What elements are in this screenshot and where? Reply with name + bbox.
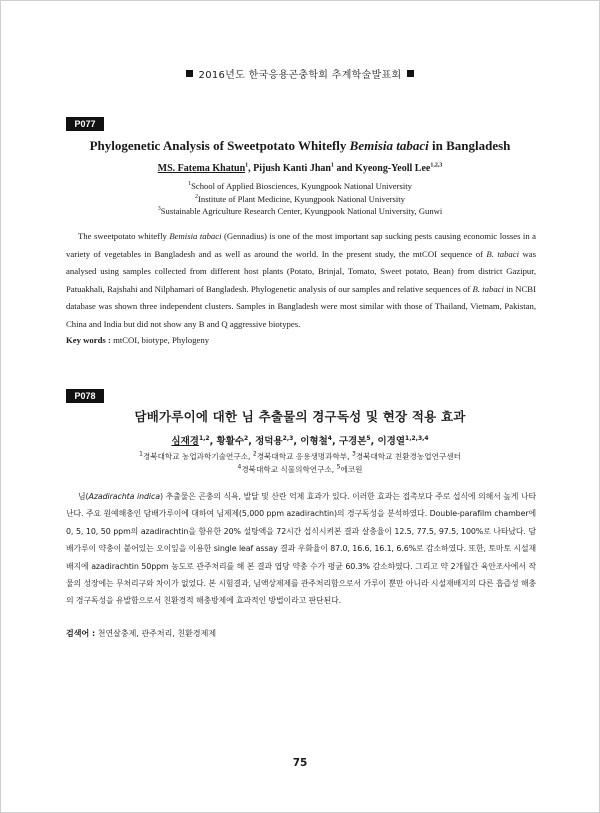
authors-p078: [60, 433, 540, 447]
author-name: , 구경본: [331, 436, 367, 447]
author-name: , Pijush Kanti Jhan: [248, 163, 331, 174]
affil-sup: 2: [195, 193, 199, 200]
affil-text: 에코원: [340, 465, 363, 474]
affil-sup: 5: [336, 463, 341, 471]
author-affil-sup: 1: [245, 162, 249, 169]
author-name: , 이경열: [370, 436, 406, 447]
author-affil-sup: 4: [327, 434, 332, 442]
title-species: Bemisia tabaci: [349, 138, 429, 153]
author-affil-sup: 1,2,3,4: [405, 434, 429, 442]
keywords-p078: [66, 628, 536, 639]
affiliations-p077: [60, 180, 540, 218]
affil-text: Sustainable Agriculture Research Center, Kyungpook National University, Gunwi: [160, 206, 443, 216]
abstract-text: ) 추출물은 곤충의 식욕, 발달 및 산란 억제 효과가 있다. 이러한 효과는 접촉보다 주로 섭식에 의해서 높게 나타난다. 주요 원예해충인 담배가루이에 대하여 님제제(5,000 ppm azadirachtin)의 경구독성을 분석하였다. Double-parafilm chamber에 0, 5, 10, 50 ppm의 azadirachtin을 함유한 20% 설탕액을 72시간 섭식시켜본 결과 살충율이 12.5, 77.5, 97.5, 100%로 나타났다. 담배가루이 약충이 붙어있는 오이잎을 이용한 single leaf assay 결과 우화율이 87.0, 16.6, 16.1, 6.6%로 감소하였다. 또한, 토마토 시설재배지에 azadirachtin 50ppm 농도로 관주처리를 해 본 결과 엽당 약충 수가 평균 60.3% 감소하였다. 그리고 약 2개월간 육안조사에서 작물의 성장에는 무처리구와 차이가 없었다. 본 시험결과, 님액상제제를 관주처리함으로서 가루이 뿐만 아니라 시설재배지의 다른 흡즙성 해충의 경구독성을 유발함으로서 친환경적 해충방제에 효과적인 방법이라고 판단된다.: [66, 492, 537, 606]
square-bullet-icon: [186, 70, 193, 77]
running-header: [0, 66, 600, 81]
title-p077: [60, 138, 540, 154]
affil-text: Institute of Plant Medicine, Kyungpook National University: [198, 193, 405, 204]
affil-text: School of Applied Biosciences, Kyungpook National University: [191, 181, 412, 191]
authors-p077: [60, 163, 540, 174]
author-presenter: 심재경: [171, 436, 199, 447]
affil-sup: 3: [157, 206, 161, 213]
affil-text: 경북대학교 응용생명과학부,: [256, 452, 352, 461]
affiliation-line: [60, 193, 540, 206]
abstract-text: The sweetpotato whitefly: [78, 231, 170, 241]
affil-sup: 3: [351, 450, 356, 458]
square-bullet-icon: [407, 70, 414, 77]
title-p078: 담배가루이에 대한 님 추출물의 경구독성 및 현장 적용 효과: [134, 409, 466, 424]
author-affil-sup: 1,2,3: [430, 162, 443, 169]
abstract-text: 님(: [78, 492, 89, 501]
title-text: Phylogenetic Analysis of Sweetpotato Whitefly: [89, 138, 350, 153]
author-name: , 정덕용: [248, 436, 283, 447]
author-affil-sup: 2,3: [282, 434, 294, 442]
author-affil-sup: 1,2: [198, 434, 210, 442]
affiliations-p078: [60, 450, 540, 476]
abstract-paragraph: [66, 228, 536, 334]
author-name: , 이형철: [293, 436, 328, 447]
affil-text: 경북대학교 농업과학기술연구소,: [142, 452, 253, 461]
author-affil-sup: 2: [244, 434, 249, 442]
header-text: 2016년도 한국응용곤충학회 추계학술발표회: [198, 70, 402, 81]
species-name: B. tabaci: [472, 283, 504, 294]
page-number: 75: [292, 757, 308, 769]
affil-sup: 1: [139, 450, 143, 458]
species-name: Azadirachta indica: [88, 492, 160, 501]
affiliation-line: [60, 450, 540, 463]
abstract-text: (Gennadius) is one of the most important sap sucking pests causing economic losses in a variety of vegetables in Bangladesh and as well as around the world. In the present study, the mtCOI sequence of: [66, 231, 536, 259]
abstract-tag-p078: P078: [66, 389, 104, 403]
abstract-text: was analysed using samples collected from different host plants (Potato, Brinjal, Tomato, Sweet potato, Bean) from district Gazipur, Patuakhali, Rajshahi and Nilphamari of Bangladesh. Phylogenetic analysis of our samples and relative sequences of: [66, 248, 536, 294]
keywords-label: 검색어 :: [66, 629, 96, 638]
abstract-paragraph: [66, 488, 536, 610]
affiliation-line: [60, 463, 540, 476]
abstract-tag-p077: P077: [66, 117, 104, 131]
keywords-p077: [66, 335, 536, 345]
author-affil-sup: 5: [366, 434, 371, 442]
title-text-end: in Bangladesh: [428, 138, 511, 153]
affil-text: 경북대학교 친환경농업연구센터: [355, 452, 461, 461]
keywords-label: Key words :: [66, 335, 111, 345]
affiliation-line: [60, 180, 540, 193]
affil-sup: 4: [237, 463, 242, 471]
author-name: , 황활수: [209, 436, 245, 447]
affil-text: 경북대학교 식물의학연구소,: [241, 465, 337, 474]
author-affil-sup: 1: [330, 162, 334, 169]
keywords-text: mtCOI, biotype, Phylogeny: [110, 335, 210, 345]
author-name: and Kyeong-Yeoll Lee: [333, 163, 431, 174]
species-name: Bemisia tabaci: [169, 231, 222, 241]
affil-sup: 1: [188, 181, 192, 188]
abstract-text: in NCBI database was shown three independent clusters. Samples in Bangladesh were most similar with those of Thailand, Vietnam, Pakistan, China and India but did not show any B and Q aggressive biotypes.: [66, 283, 536, 329]
species-name: B. tabaci: [486, 248, 520, 259]
abstract-body-p078: [66, 488, 536, 610]
author-presenter: MS. Fatema Khatun: [157, 163, 246, 174]
keywords-text: 천연살충제, 관주처리, 친환경제제: [95, 629, 217, 638]
affil-sup: 2: [252, 450, 257, 458]
abstract-body-p077: [66, 228, 536, 334]
affiliation-line: [60, 205, 540, 218]
